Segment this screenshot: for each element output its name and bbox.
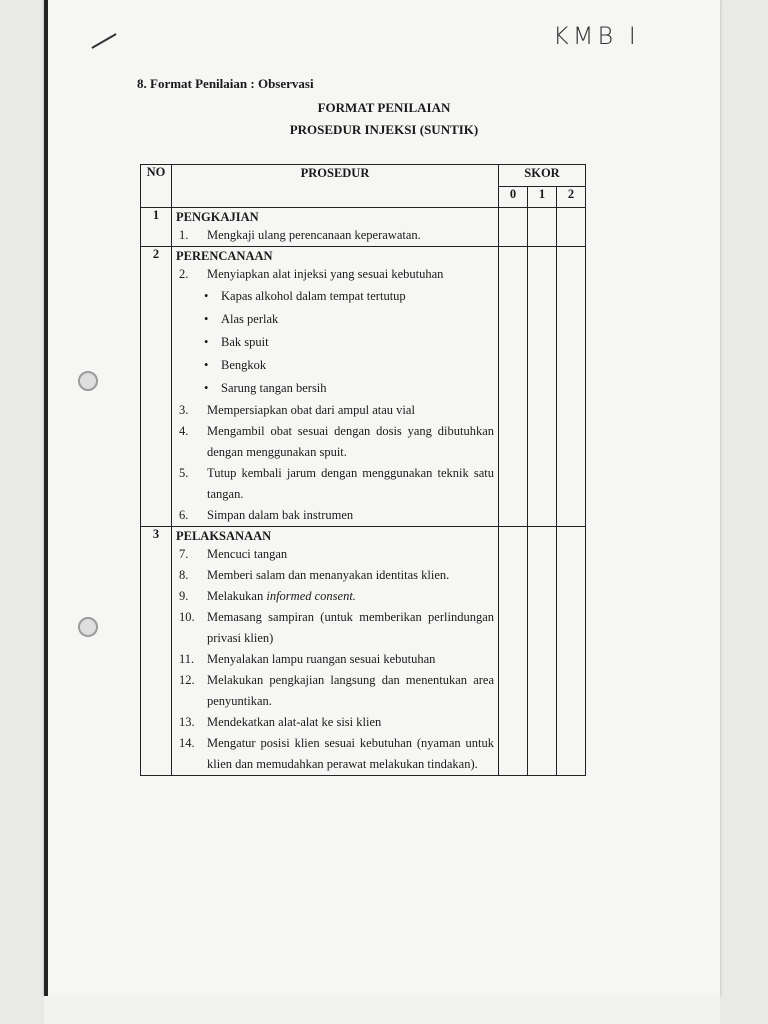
procedure-step: 3. Mempersiapkan obat dari ampul atau vial [179,403,415,417]
score-col-2: 2 [557,187,586,208]
score-cell[interactable] [557,208,586,247]
bullet-item: • Alas perlak [204,312,279,326]
paper-bottom-edge [44,996,720,1024]
section-title: PENGKAJIAN [176,210,259,224]
score-col-1: 1 [528,187,557,208]
score-cell[interactable] [499,208,528,247]
bullet-item: • Bak spuit [204,335,269,349]
procedure-step: 4. Mengambil obat sesuai dengan dosis yang dibutuhkan dengan menggunakan spuit. [179,424,494,459]
section-number: 3 [141,527,172,776]
section-content [172,208,499,247]
bullet-item: • Bengkok [204,358,267,372]
procedure-step: 14. Mengatur posisi klien sesuai kebutuhan (nyaman untuk klien dan memudahkan perawat melakukan tindakan). [179,736,494,771]
score-cell[interactable] [528,247,557,527]
table-row [141,527,586,776]
procedure-step: 8. Memberi salam dan menanyakan identitas klien. [179,568,450,582]
procedure-step: 10. Memasang sampiran (untuk memberikan perlindungan privasi klien) [179,610,494,645]
bullet-item: • Kapas alkohol dalam tempat tertutup [204,289,406,303]
score-cell[interactable] [528,527,557,776]
section-content [172,247,499,527]
table-row [141,208,586,247]
document-title-line2: PROSEDUR INJEKSI (SUNTIK) [289,122,479,137]
score-cell[interactable] [528,208,557,247]
handwritten-annotation: KMB I [553,22,640,50]
header-procedure: PROSEDUR [172,165,499,208]
score-cell[interactable] [499,247,528,527]
score-cell[interactable] [499,527,528,776]
bullet-item: • Sarung tangan bersih [204,381,327,395]
document-title-line1: FORMAT PENILAIAN [317,100,451,115]
table-row [141,247,586,527]
header-no: NO [141,165,172,208]
section-number: 1 [141,208,172,247]
procedure-step: 12. Melakukan pengkajian langsung dan menentukan area penyuntikan. [179,673,494,708]
punch-hole-top [78,371,98,391]
table-header-row [141,165,586,187]
procedure-step: 11. Menyalakan lampu ruangan sesuai kebutuhan [179,652,436,666]
procedure-step: 9. Melakukan informed consent. [179,589,356,603]
section-content [172,527,499,776]
score-cell[interactable] [557,247,586,527]
score-col-0: 0 [499,187,528,208]
punch-hole-bottom [78,617,98,637]
procedure-step: 7. Mencuci tangan [179,547,288,561]
procedure-step: 1. Mengkaji ulang perencanaan keperawatan. [179,228,421,242]
header-score: SKOR [499,165,586,187]
procedure-step: 6. Simpan dalam bak instrumen [179,508,354,522]
paper-left-edge [44,0,48,996]
section-heading: 8. Format Penilaian : Observasi [137,76,314,91]
assessment-table [140,164,586,776]
score-cell[interactable] [557,527,586,776]
section-number: 2 [141,247,172,527]
section-title: PERENCANAAN [176,249,273,263]
procedure-step: 5. Tutup kembali jarum dengan menggunakan teknik satu tangan. [179,466,494,501]
procedure-step: 2. Menyiapkan alat injeksi yang sesuai kebutuhan [179,267,444,281]
section-title: PELAKSANAAN [176,529,272,543]
procedure-step: 13. Mendekatkan alat-alat ke sisi klien [179,715,382,729]
